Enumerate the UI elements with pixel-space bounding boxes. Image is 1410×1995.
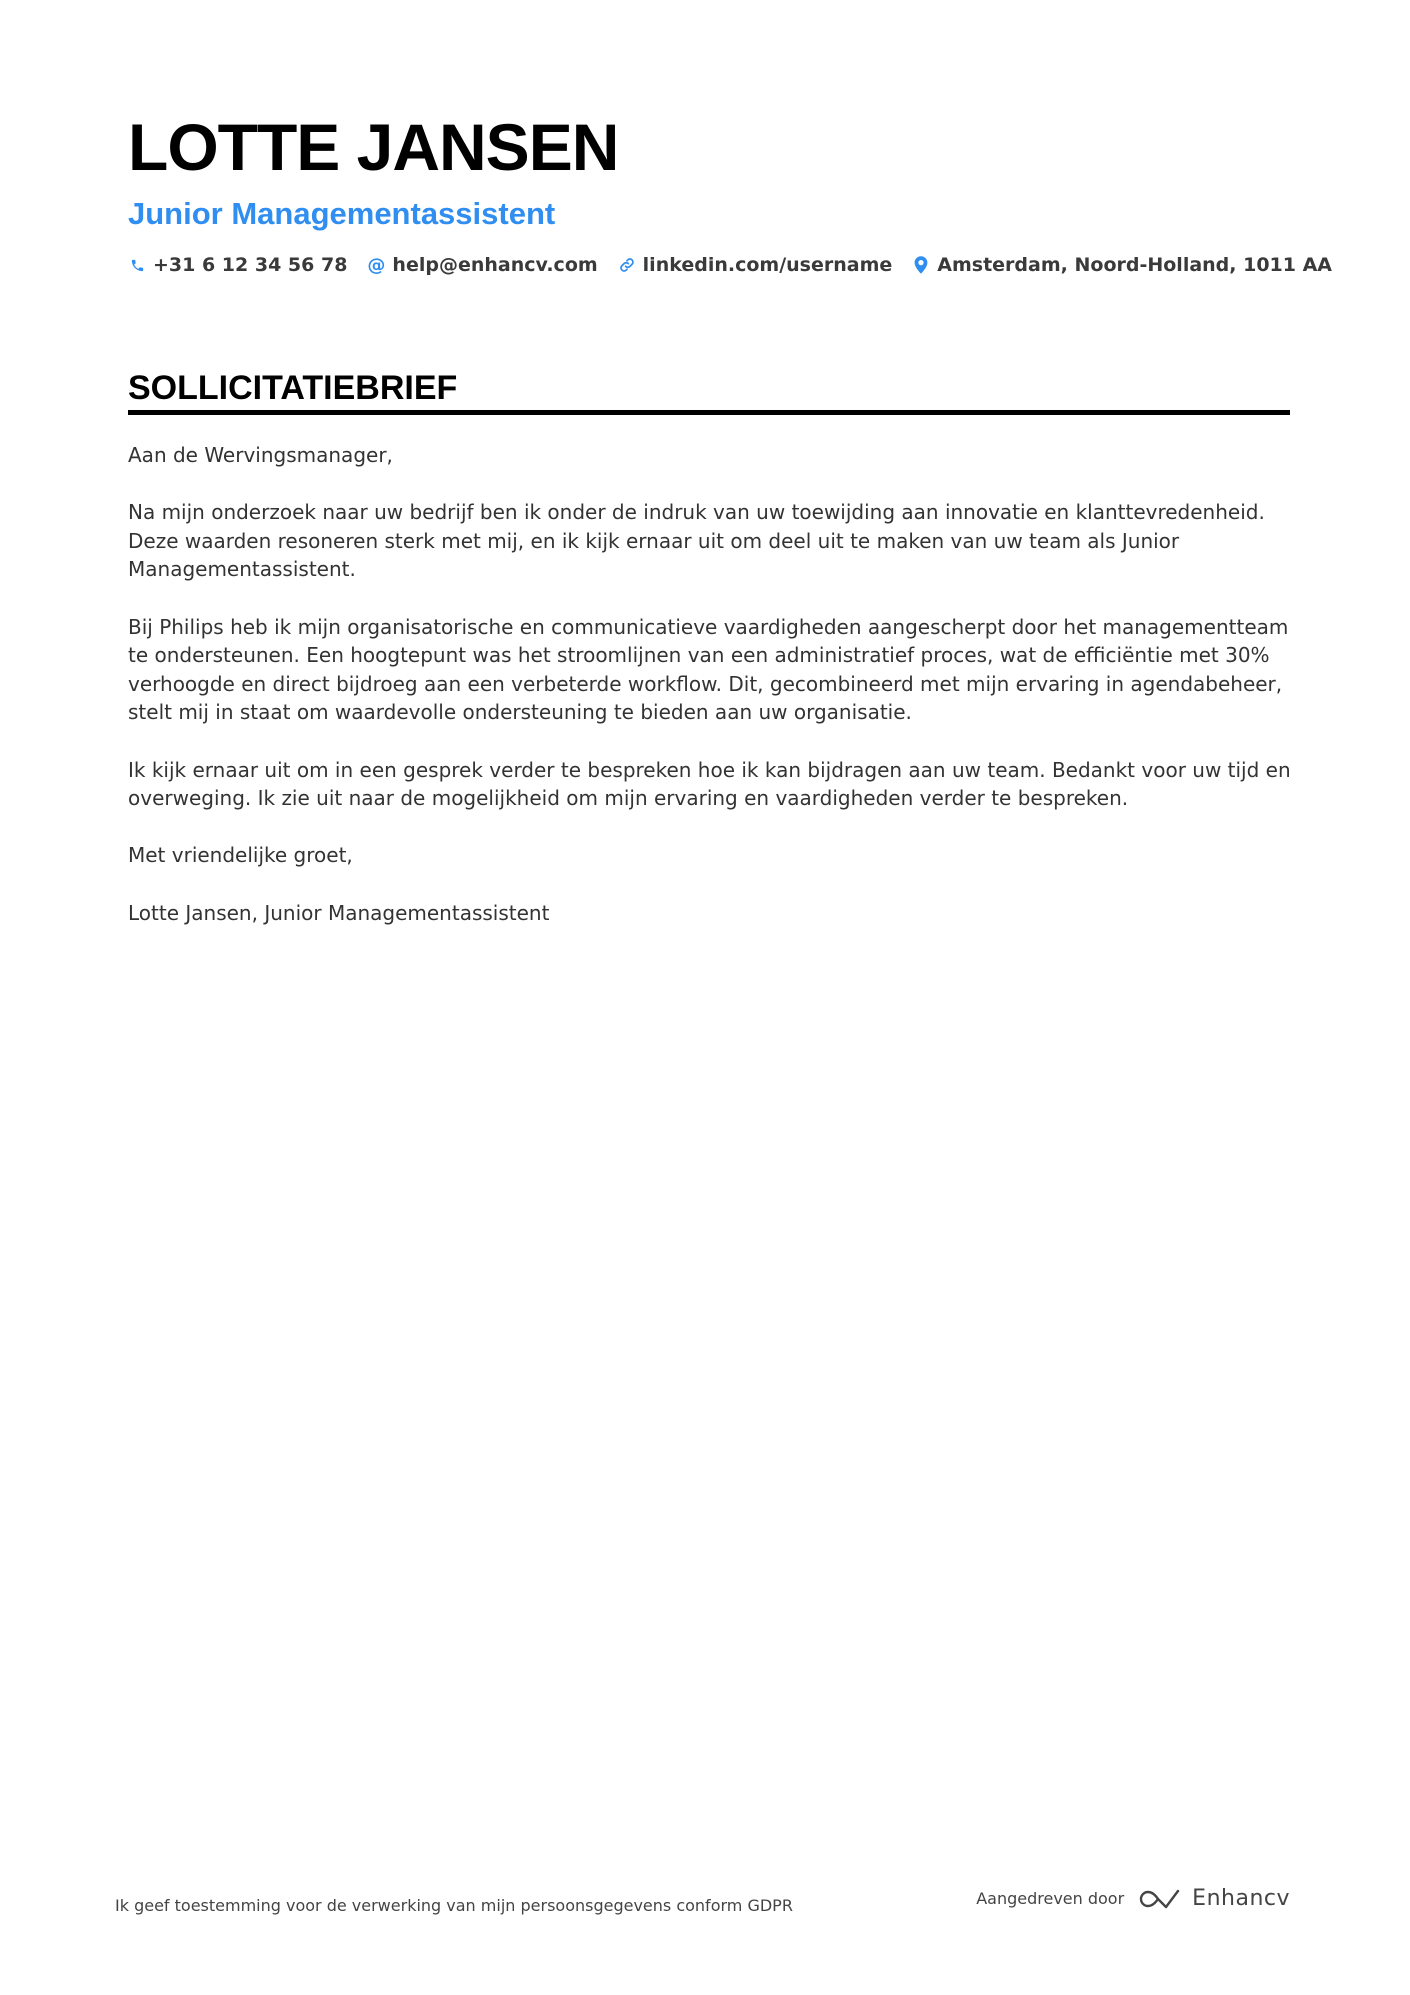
letter-paragraph-2: Bij Philips heb ik mijn organisatorische en communicatieve vaardigheden aangescherpt door het managementteam te ondersteunen. Een hoogtepunt was het stroomlijnen van een administratief proces, wat de efficiëntie met 30% verhoogde en direct bijdroeg aan een verbeterde workflow. Dit, gecombineerd met mijn ervaring in agendabeheer, stelt mij in staat om waardevolle ondersteuning te bieden aan uw organisatie. [128,614,1289,725]
location-text: Amsterdam, Noord-Holland, 1011 AA [937,254,1333,276]
at-sign-icon: @ [367,254,386,276]
candidate-role: Junior Managementassistent [128,196,556,231]
letter-body [128,441,1293,956]
gdpr-consent: Ik geef toestemming voor de verwerking van mijn persoonsgegevens conform GDPR [115,1896,793,1915]
email-text: help@enhancv.com [392,254,598,276]
phone-icon [128,256,146,274]
contact-location [912,254,1332,276]
phone-text: +31 6 12 34 56 78 [153,254,348,276]
contact-bar [128,254,1333,276]
section-title: SOLLICITATIEBRIEF [128,369,458,407]
linkedin-text: linkedin.com/username [642,254,893,276]
section-divider [128,410,1290,415]
link-icon [618,256,636,274]
powered-by-label: Aangedreven door [976,1889,1125,1908]
location-pin-icon [912,256,930,274]
closing: Met vriendelijke groet, [128,843,353,868]
contact-email[interactable] [367,254,597,276]
letter-paragraph-1: Na mijn onderzoek naar uw bedrijf ben ik onder de indruk van uw toewijding aan innovatie en klanttevredenheid. Deze waarden resoneren sterk met mij, en ik kijk ernaar uit om deel uit te maken van uw team als Junior Managementassistent. [128,500,1265,582]
header [128,108,1333,276]
contact-phone[interactable] [128,254,347,276]
salutation: Aan de Wervingsmanager, [128,443,393,467]
enhancv-logo-icon [1136,1887,1182,1911]
powered-by[interactable] [976,1886,1290,1911]
letter-paragraph-3: Ik kijk ernaar uit om in een gesprek verder te bespreken hoe ik kan bijdragen aan uw team. Bedankt voor uw tijd en overweging. Ik zie uit naar de mogelijkheid om mijn ervaring en vaardigheden verder te bespreken. [128,757,1291,811]
brand-name: Enhancv [1192,1886,1290,1911]
candidate-name: LOTTE JANSEN [128,110,619,184]
contact-linkedin[interactable] [618,254,893,276]
signature: Lotte Jansen, Junior Managementassistent [128,900,550,925]
enhancv-logo [1136,1886,1290,1911]
